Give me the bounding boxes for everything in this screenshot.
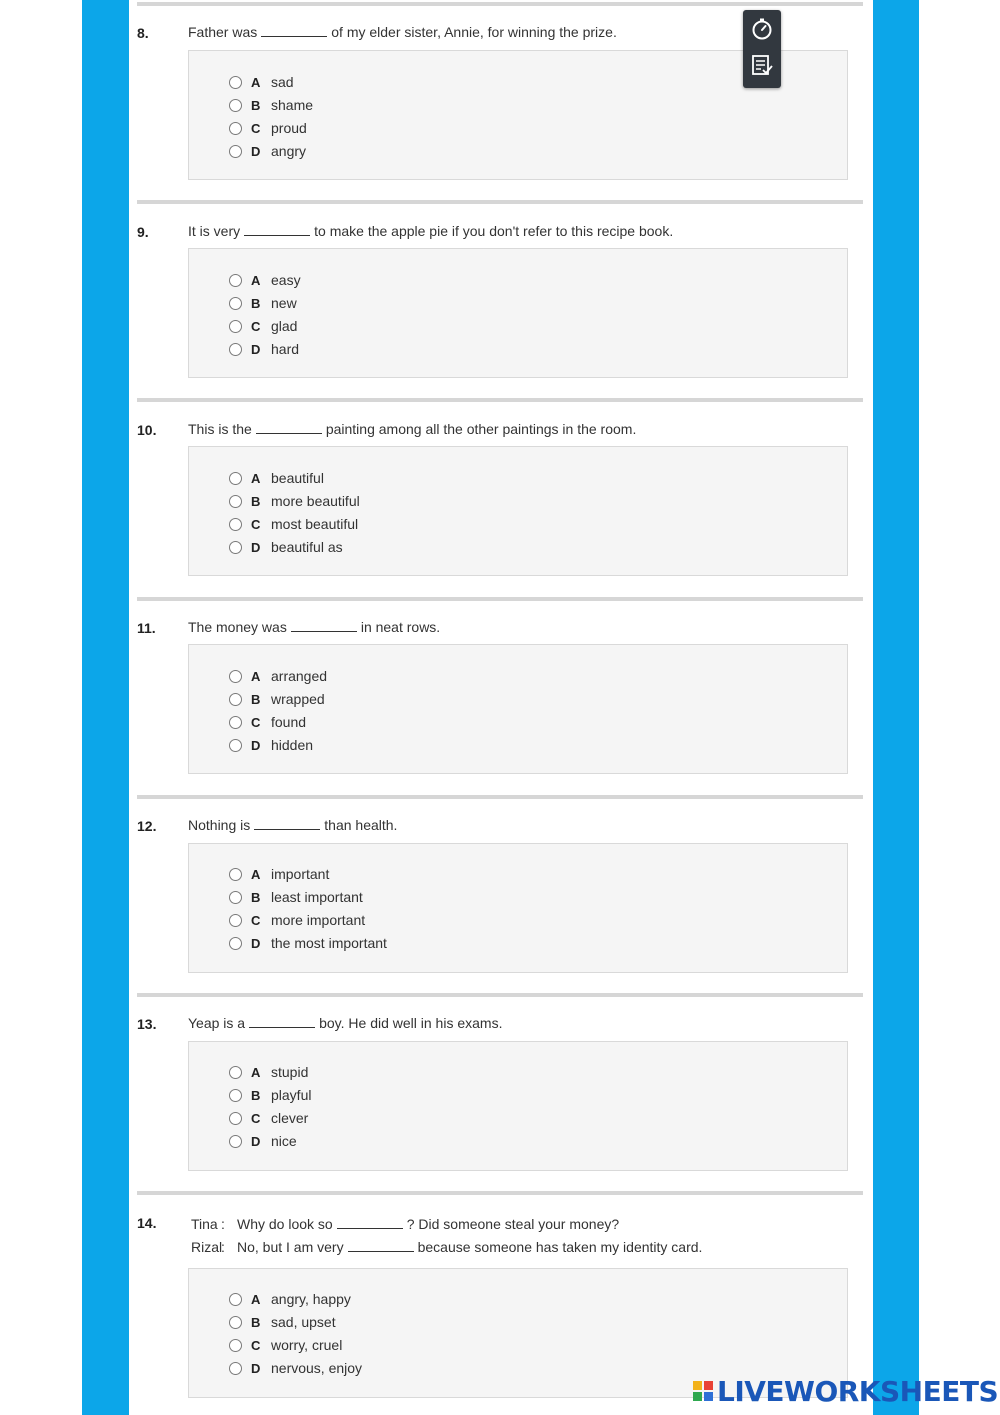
radio-button[interactable] bbox=[229, 145, 242, 158]
question-text: Nothing is than health. bbox=[188, 817, 398, 833]
radio-button[interactable] bbox=[229, 1339, 242, 1352]
divider bbox=[137, 2, 863, 6]
radio-button[interactable] bbox=[229, 99, 242, 112]
radio-button[interactable] bbox=[229, 1066, 242, 1079]
option-c[interactable]: C found bbox=[229, 713, 306, 731]
option-d[interactable]: D nice bbox=[229, 1132, 297, 1150]
option-b[interactable]: B shame bbox=[229, 96, 313, 114]
question-text: Father was of my elder sister, Annie, for winning the prize. bbox=[188, 24, 617, 40]
divider bbox=[137, 993, 863, 997]
question-text: It is very to make the apple pie if you don't refer to this recipe book. bbox=[188, 223, 674, 239]
radio-button[interactable] bbox=[229, 343, 242, 356]
radio-button[interactable] bbox=[229, 716, 242, 729]
logo-text: LIVEWORKSHEETS bbox=[717, 1374, 999, 1408]
radio-button[interactable] bbox=[229, 1135, 242, 1148]
options-box bbox=[188, 248, 848, 378]
radio-button[interactable] bbox=[229, 868, 242, 881]
answer-blank bbox=[249, 1016, 315, 1028]
option-b[interactable]: B sad, upset bbox=[229, 1313, 336, 1331]
answer-blank bbox=[291, 620, 357, 632]
option-b[interactable]: B playful bbox=[229, 1086, 311, 1104]
radio-button[interactable] bbox=[229, 914, 242, 927]
radio-button[interactable] bbox=[229, 495, 242, 508]
timer-icon[interactable] bbox=[747, 14, 777, 44]
option-b[interactable]: B new bbox=[229, 294, 297, 312]
radio-button[interactable] bbox=[229, 1316, 242, 1329]
option-d[interactable]: D nervous, enjoy bbox=[229, 1359, 362, 1377]
option-c[interactable]: C glad bbox=[229, 317, 297, 335]
radio-button[interactable] bbox=[229, 122, 242, 135]
question-number: 14. bbox=[137, 1215, 157, 1231]
option-d[interactable]: D beautiful as bbox=[229, 538, 343, 556]
radio-button[interactable] bbox=[229, 297, 242, 310]
option-c[interactable]: C most beautiful bbox=[229, 515, 358, 533]
radio-button[interactable] bbox=[229, 1089, 242, 1102]
question-number: 8. bbox=[137, 25, 149, 41]
answer-blank bbox=[256, 422, 322, 434]
answer-blank bbox=[254, 818, 320, 830]
option-a[interactable]: A easy bbox=[229, 271, 301, 289]
divider bbox=[137, 597, 863, 601]
radio-button[interactable] bbox=[229, 1362, 242, 1375]
radio-button[interactable] bbox=[229, 693, 242, 706]
option-b[interactable]: B wrapped bbox=[229, 690, 325, 708]
floating-toolbar bbox=[743, 10, 781, 88]
question-number: 9. bbox=[137, 224, 149, 240]
question-number: 10. bbox=[137, 422, 157, 438]
divider bbox=[137, 795, 863, 799]
options-box bbox=[188, 446, 848, 576]
options-box bbox=[188, 644, 848, 774]
radio-button[interactable] bbox=[229, 891, 242, 904]
question-text: Yeap is a boy. He did well in his exams. bbox=[188, 1015, 503, 1031]
option-c[interactable]: C clever bbox=[229, 1109, 308, 1127]
radio-button[interactable] bbox=[229, 518, 242, 531]
question-number: 11. bbox=[137, 620, 156, 636]
dialog-line-tina: Tina : Why do look so ? Did someone steal your money? bbox=[191, 1216, 620, 1232]
divider bbox=[137, 200, 863, 204]
option-a[interactable]: A beautiful bbox=[229, 469, 324, 487]
radio-button[interactable] bbox=[229, 320, 242, 333]
answer-blank bbox=[348, 1240, 414, 1252]
radio-button[interactable] bbox=[229, 541, 242, 554]
option-d[interactable]: D the most important bbox=[229, 934, 387, 952]
option-b[interactable]: B more beautiful bbox=[229, 492, 360, 510]
liveworksheets-logo[interactable] bbox=[692, 1374, 998, 1408]
radio-button[interactable] bbox=[229, 274, 242, 287]
answer-blank bbox=[244, 224, 310, 236]
answer-blank bbox=[337, 1217, 403, 1229]
divider bbox=[137, 1191, 863, 1195]
option-d[interactable]: D angry bbox=[229, 142, 306, 160]
question-text: This is the painting among all the other paintings in the room. bbox=[188, 421, 637, 437]
question-text: The money was in neat rows. bbox=[188, 619, 441, 635]
option-a[interactable]: A important bbox=[229, 865, 329, 883]
option-b[interactable]: B least important bbox=[229, 888, 363, 906]
option-a[interactable]: A stupid bbox=[229, 1063, 308, 1081]
logo-grid-icon bbox=[692, 1380, 714, 1402]
radio-button[interactable] bbox=[229, 1293, 242, 1306]
radio-button[interactable] bbox=[229, 937, 242, 950]
radio-button[interactable] bbox=[229, 739, 242, 752]
right-side-bar bbox=[873, 0, 919, 1415]
option-a[interactable]: A sad bbox=[229, 73, 294, 91]
options-box bbox=[188, 1041, 848, 1171]
answer-sheet-icon[interactable] bbox=[747, 50, 777, 80]
question-number: 13. bbox=[137, 1016, 157, 1032]
dialog-line-rizal: Rizal: No, but I am very because someone has taken my identity card. bbox=[191, 1239, 703, 1255]
radio-button[interactable] bbox=[229, 76, 242, 89]
options-box bbox=[188, 843, 848, 973]
left-side-bar bbox=[82, 0, 129, 1415]
option-d[interactable]: D hard bbox=[229, 340, 299, 358]
option-a[interactable]: A arranged bbox=[229, 667, 327, 685]
radio-button[interactable] bbox=[229, 670, 242, 683]
option-c[interactable]: C proud bbox=[229, 119, 307, 137]
option-c[interactable]: C worry, cruel bbox=[229, 1336, 342, 1354]
option-d[interactable]: D hidden bbox=[229, 736, 313, 754]
radio-button[interactable] bbox=[229, 1112, 242, 1125]
divider bbox=[137, 398, 863, 402]
option-c[interactable]: C more important bbox=[229, 911, 365, 929]
radio-button[interactable] bbox=[229, 472, 242, 485]
question-number: 12. bbox=[137, 818, 157, 834]
answer-blank bbox=[261, 25, 327, 37]
option-a[interactable]: A angry, happy bbox=[229, 1290, 351, 1308]
